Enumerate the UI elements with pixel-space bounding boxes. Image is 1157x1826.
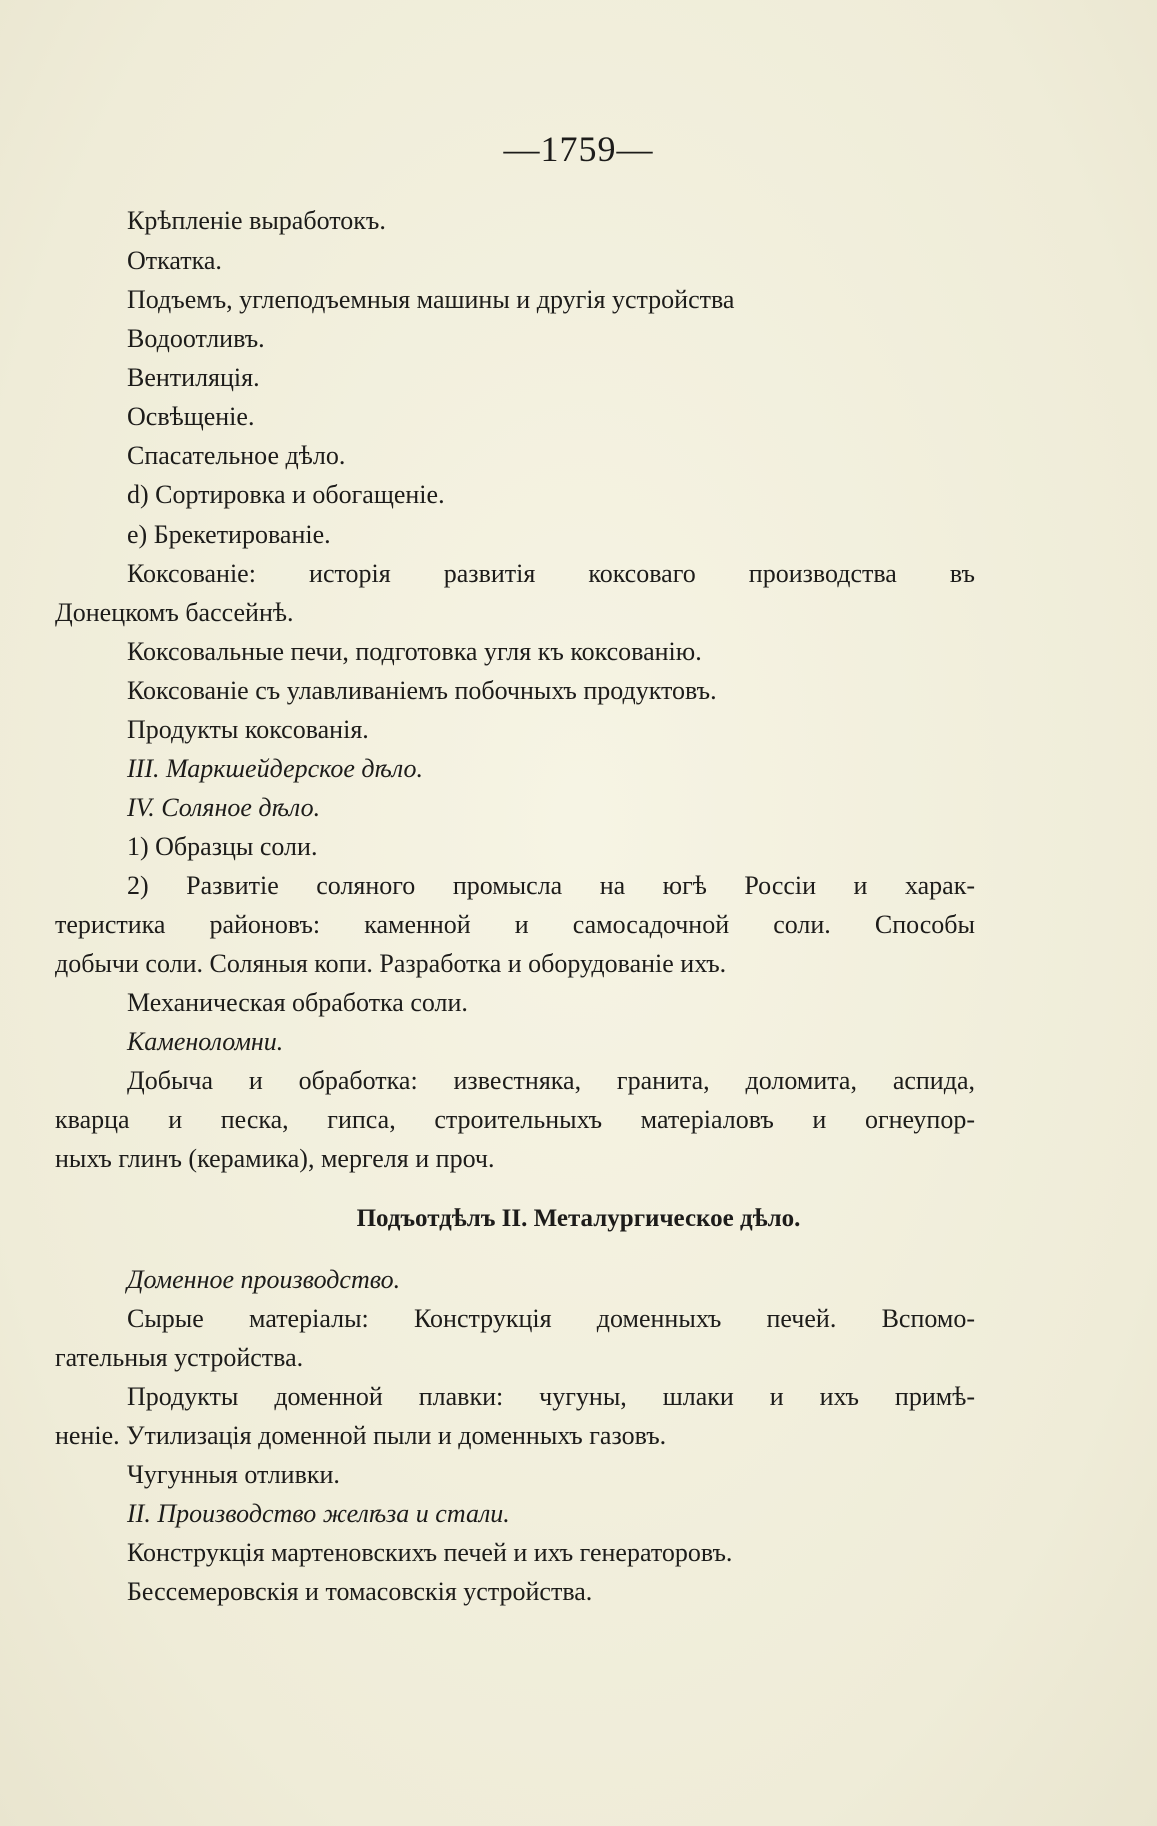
text-line: 1) Образцы соли. <box>127 832 318 861</box>
text-line: Коксованіе съ улавливаніемъ побочныхъ продуктовъ. <box>127 676 717 705</box>
text-line: Донецкомъ бассейнѣ. <box>55 598 294 627</box>
subsection-title: III. Маркшейдерское дѣло. <box>127 754 424 783</box>
text-line: Крѣпленіе выработокъ. <box>127 206 386 235</box>
text-line: Спасательное дѣло. <box>127 441 346 470</box>
text-line: Механическая обработка соли. <box>127 988 468 1017</box>
section-heading: Подъотдѣлъ II. Металургическое дѣло. <box>356 1205 801 1232</box>
text-line: кварца и песка, гипса, строительныхъ матеріаловъ и огнеупор- <box>55 1105 975 1134</box>
text-line: Продукты коксованія. <box>127 715 369 744</box>
text-line: Коксованіе: исторія развитія коксоваго производства въ <box>127 559 975 588</box>
text-line: неніе. Утилизація доменной пыли и доменныхъ газовъ. <box>55 1421 667 1450</box>
subsection-title: Доменное производство. <box>127 1265 401 1294</box>
text-line: Водоотливъ. <box>127 324 265 353</box>
text-line: Подъемъ, углеподъемныя машины и другія устройства <box>127 285 735 314</box>
text-line: теристика районовъ: каменной и самосадочной соли. Способы <box>55 910 975 939</box>
text-line: Конструкція мартеновскихъ печей и ихъ генераторовъ. <box>127 1538 733 1567</box>
text-line: Откатка. <box>127 246 222 275</box>
subsection-title: II. Производство желѣза и стали. <box>127 1499 510 1528</box>
text-line: d) Сортировка и обогащеніе. <box>127 480 445 509</box>
text-line: гательныя устройства. <box>55 1343 304 1372</box>
text-line: Добыча и обработка: известняка, гранита, доломита, аспида, <box>127 1066 975 1095</box>
text-line: ныхъ глинъ (керамика), мергеля и проч. <box>55 1144 495 1173</box>
text-line: Освѣщеніе. <box>127 402 255 431</box>
text-line: Коксовальные печи, подготовка угля къ коксованію. <box>127 637 702 666</box>
subsection-title: Каменоломни. <box>127 1027 284 1056</box>
text-line: Бессемеровскія и томасовскія устройства. <box>127 1577 593 1606</box>
text-line: Сырые матеріалы: Конструкція доменныхъ печей. Вспомо- <box>127 1304 975 1333</box>
page-number: —1759— <box>503 129 654 169</box>
text-line: Продукты доменной плавки: чугуны, шлаки и ихъ примѣ- <box>127 1382 975 1411</box>
text-line: е) Брекетированіе. <box>127 520 331 549</box>
text-line: добычи соли. Соляныя копи. Разработка и оборудованіе ихъ. <box>55 949 727 978</box>
subsection-title: IV. Соляное дѣло. <box>127 793 321 822</box>
text-line: 2) Развитіе соляного промысла на югѣ Россіи и харак- <box>127 871 975 900</box>
text-line: Вентиляція. <box>127 363 260 392</box>
text-line: Чугунныя отливки. <box>127 1460 340 1489</box>
